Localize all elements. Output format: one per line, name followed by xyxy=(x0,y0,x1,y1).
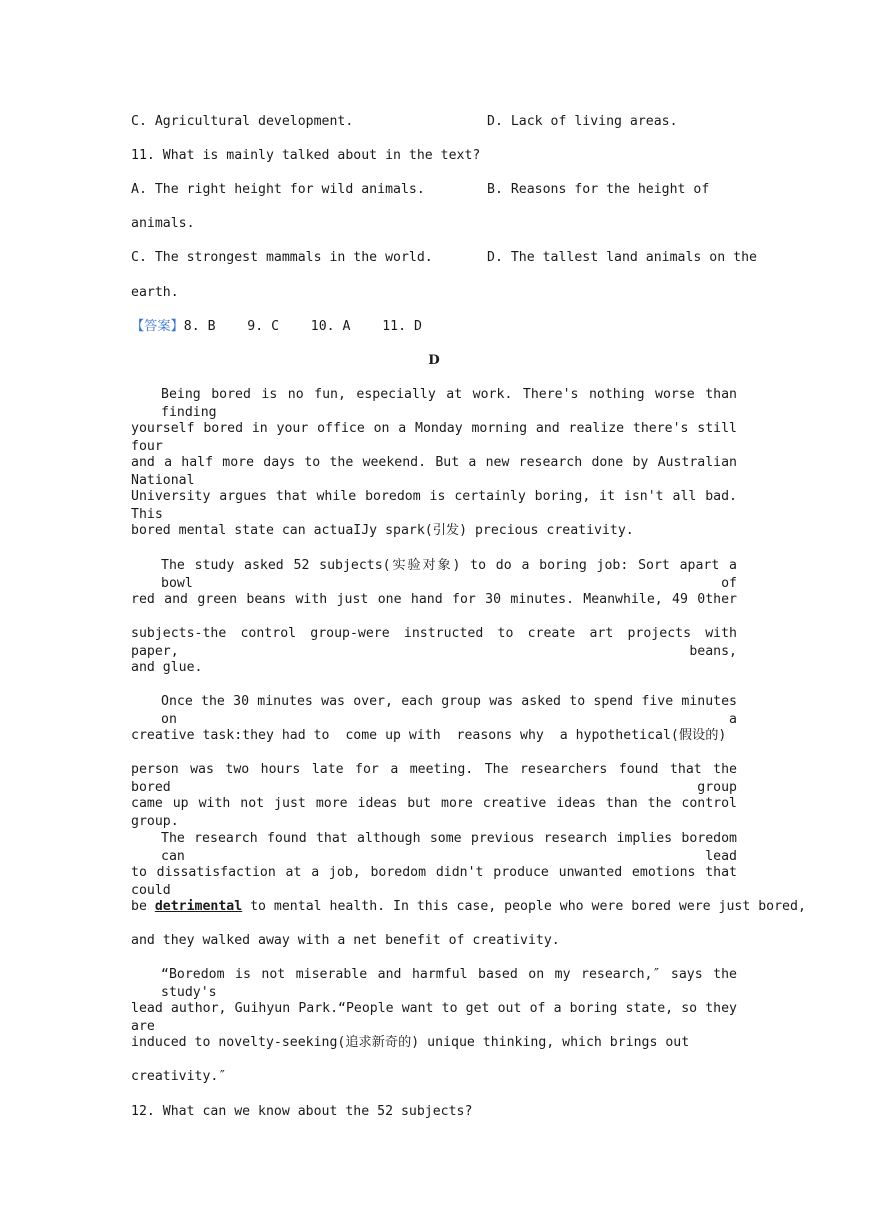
passage-p3-line4: came up with not just more ideas but more creative ideas than the control group. xyxy=(131,796,737,829)
q10-options-row xyxy=(131,113,737,131)
passage-p1-line4: University argues that while boredom is certainly boring, it isn't all bad. This xyxy=(131,489,737,522)
passage-p5-line3: induced to novelty-seeking(追求新奇的) unique thinking, which brings out xyxy=(131,1035,690,1050)
q12-stem: 12. What can we know about the 52 subjects? xyxy=(131,1104,473,1119)
passage-p2-line4: and glue. xyxy=(131,660,203,675)
passage-p2-line2: red and green beans with just one hand for 30 minutes. Meanwhile, 49 0ther xyxy=(131,592,737,607)
answer-tag: 【答案】 xyxy=(131,319,184,334)
q11-option-b-continued: animals. xyxy=(131,216,195,231)
passage-p2-line1: The study asked 52 subjects(实验对象) to do a boring job: Sort apart a bowl of xyxy=(161,558,737,591)
passage-p1-line2: yourself bored in your office on a Monday morning and realize there's still four xyxy=(131,421,737,454)
q11-options-row-cd xyxy=(131,249,757,267)
passage-p3-line2: creative task:they had to come up with reasons why a hypothetical(假设的) xyxy=(131,728,727,743)
passage-p5-line4: creativity.″ xyxy=(131,1069,227,1084)
q11-option-d: D. The tallest land animals on the xyxy=(487,250,757,265)
q11-option-b: B. Reasons for the height of xyxy=(487,182,710,197)
passage-p1-line1: Being bored is no fun, especially at work. There's nothing worse than finding xyxy=(161,387,737,420)
passage-p5-line1: “Boredom is not miserable and harmful based on my research,″ says the study's xyxy=(161,967,737,1000)
answer-text: 8. B 9. C 10. A 11. D xyxy=(183,319,422,334)
passage-p4-line3-pre: be xyxy=(131,899,155,914)
section-heading: D xyxy=(428,353,440,368)
q11-option-d-continued: earth. xyxy=(131,285,179,300)
passage-p1-line3: and a half more days to the weekend. But a new research done by Australian National xyxy=(131,455,737,488)
q11-options-row-ab xyxy=(131,181,737,199)
passage-p1-line5: bored mental state can actuaIJy spark(引发) precious creativity. xyxy=(131,523,634,538)
passage-p5-line2: lead author, Guihyun Park.“People want to get out of a boring state, so they are xyxy=(131,1001,737,1034)
passage-p4-line3 xyxy=(131,898,806,916)
passage-p3-line3: person was two hours late for a meeting. The researchers found that the bored group xyxy=(131,762,737,795)
passage-p4-line3-post: to mental health. In this case, people who were bored were just bored, xyxy=(242,899,806,914)
passage-p4-line1: The research found that although some previous research implies boredom can lead xyxy=(161,831,737,864)
passage-p4-line2: to dissatisfaction at a job, boredom didn't produce unwanted emotions that could xyxy=(131,865,737,898)
passage-p3-line1: Once the 30 minutes was over, each group was asked to spend five minutes on a xyxy=(161,694,737,727)
passage-p4-line4: and they walked away with a net benefit of creativity. xyxy=(131,933,560,948)
q11-option-c: C. The strongest mammals in the world. xyxy=(131,250,433,265)
q11-option-a: A. The right height for wild animals. xyxy=(131,182,425,197)
vocab-word-detrimental: detrimental xyxy=(154,899,243,914)
q10-option-c: C. Agricultural development. xyxy=(131,114,354,129)
q10-option-d: D. Lack of living areas. xyxy=(487,114,678,129)
passage-p2-line3: subjects-the control group-were instructed to create art projects with paper, beans, xyxy=(131,626,737,659)
q11-stem: 11. What is mainly talked about in the text? xyxy=(131,148,481,163)
answer-key xyxy=(131,318,737,336)
